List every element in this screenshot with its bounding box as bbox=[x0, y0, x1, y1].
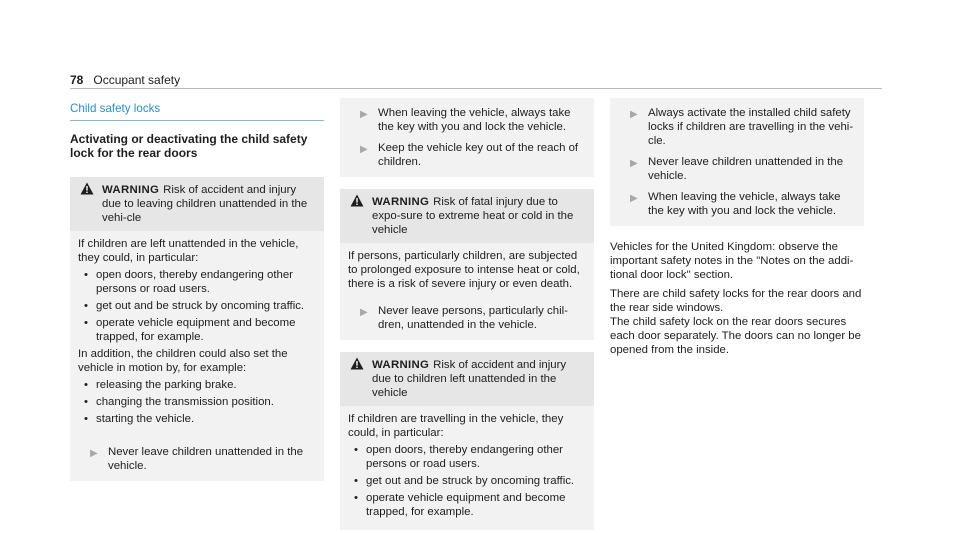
action-list bbox=[610, 98, 864, 226]
section-title: Child safety locks bbox=[70, 102, 161, 115]
action-box bbox=[340, 98, 594, 177]
arrow-right-icon: ▶ bbox=[630, 158, 638, 169]
action-text: Never leave children unattended in the vehicle. bbox=[648, 156, 844, 182]
hazard-list bbox=[348, 443, 586, 519]
action-list bbox=[70, 437, 324, 481]
column-2 bbox=[340, 98, 594, 530]
warning-triangle-icon bbox=[80, 182, 94, 195]
action-item bbox=[618, 190, 856, 218]
warning-body bbox=[70, 231, 324, 437]
warning-header bbox=[340, 189, 594, 243]
warning-body bbox=[340, 243, 594, 302]
warning-intro: If persons, particularly children, are subjected to prolonged exposure to intense heat or cold, there is a risk of severe injury or even death. bbox=[348, 250, 580, 290]
action-text: When leaving the vehicle, always take the key with you and lock the vehicle. bbox=[378, 107, 571, 133]
warning-box-travelling-children bbox=[340, 352, 594, 530]
arrow-right-icon: ▶ bbox=[630, 109, 638, 120]
action-text: Keep the vehicle key out of the reach of children. bbox=[378, 142, 579, 168]
list-item: • releasing the parking brake. bbox=[78, 378, 316, 392]
action-item bbox=[348, 141, 586, 169]
warning-triangle-icon bbox=[350, 357, 364, 370]
action-item bbox=[348, 106, 586, 134]
action-text: Never leave children unattended in the vehicle. bbox=[108, 446, 304, 472]
action-item bbox=[618, 106, 856, 148]
hazard-list bbox=[78, 268, 316, 344]
column-1 bbox=[70, 98, 324, 481]
list-item: • open doors, thereby endangering other persons or road users. bbox=[78, 268, 316, 296]
body-text bbox=[610, 240, 864, 357]
column-3 bbox=[610, 98, 864, 362]
warning-head-text: Risk of accident and injury due to leaving children unattended in the vehi-cle bbox=[102, 184, 308, 224]
warning-head-text: Risk of accident and injury due to children left unattended in the vehicle bbox=[372, 359, 567, 399]
page-header bbox=[70, 73, 180, 87]
header-rule bbox=[70, 88, 882, 89]
paragraph-locks: There are child safety locks for the rear doors and the rear side windows. bbox=[610, 288, 862, 314]
warning-body bbox=[340, 406, 594, 530]
subheading: Activating or deactivating the child safety lock for the rear doors bbox=[70, 132, 308, 160]
warning-header bbox=[70, 177, 324, 231]
warning-triangle-icon bbox=[350, 194, 364, 207]
warning-mid: In addition, the children could also set the vehicle in motion by, for example: bbox=[78, 348, 288, 374]
list-item: • starting the vehicle. bbox=[78, 412, 316, 426]
warning-tag: WARNING bbox=[102, 184, 160, 196]
list-item: • operate vehicle equipment and become trapped, for example. bbox=[348, 491, 586, 519]
list-item: • changing the transmission position. bbox=[78, 395, 316, 409]
arrow-right-icon: ▶ bbox=[360, 109, 368, 120]
action-list bbox=[340, 98, 594, 177]
arrow-right-icon: ▶ bbox=[630, 193, 638, 204]
arrow-right-icon: ▶ bbox=[90, 448, 98, 459]
list-item: • operate vehicle equipment and become trapped, for example. bbox=[78, 316, 316, 344]
action-list bbox=[340, 302, 594, 340]
warning-box-unattended-children bbox=[70, 177, 324, 481]
warning-tag: WARNING bbox=[372, 196, 430, 208]
action-item bbox=[348, 304, 586, 332]
action-text: Never leave persons, particularly chil-dren, unattended in the vehicle. bbox=[378, 305, 568, 331]
warning-head-text: Risk of fatal injury due to expo-sure to extreme heat or cold in the vehicle bbox=[372, 196, 574, 236]
action-text: Always activate the installed child safety locks if children are travelling in the vehi-cle. bbox=[648, 107, 854, 147]
paragraph-rear-doors: The child safety lock on the rear doors secures each door separately. The doors can no longer be opened from the inside. bbox=[610, 316, 861, 356]
arrow-right-icon: ▶ bbox=[360, 307, 368, 318]
list-item: • get out and be struck by oncoming traffic. bbox=[78, 299, 316, 313]
list-item: • get out and be struck by oncoming traffic. bbox=[348, 474, 586, 488]
paragraph-uk-note: Vehicles for the United Kingdom: observe the important safety notes in the "Notes on the addi-tional door lock" section. bbox=[610, 241, 854, 281]
warning-intro: If children are travelling in the vehicle, they could, in particular: bbox=[348, 413, 564, 439]
action-item bbox=[618, 155, 856, 183]
warning-box-heat-cold bbox=[340, 189, 594, 340]
action-text: When leaving the vehicle, always take the key with you and lock the vehicle. bbox=[648, 191, 841, 217]
list-item: • open doors, thereby endangering other persons or road users. bbox=[348, 443, 586, 471]
warning-intro: If children are left unattended in the vehicle, they could, in particular: bbox=[78, 238, 299, 264]
page-number: 78 bbox=[70, 73, 84, 87]
warning-tag: WARNING bbox=[372, 359, 430, 371]
chapter-title: Occupant safety bbox=[93, 73, 181, 87]
hazard-list-2 bbox=[78, 378, 316, 426]
warning-header bbox=[340, 352, 594, 406]
arrow-right-icon: ▶ bbox=[360, 144, 368, 155]
section-title-rule bbox=[70, 120, 324, 121]
action-box bbox=[610, 98, 864, 226]
action-item bbox=[78, 445, 316, 473]
